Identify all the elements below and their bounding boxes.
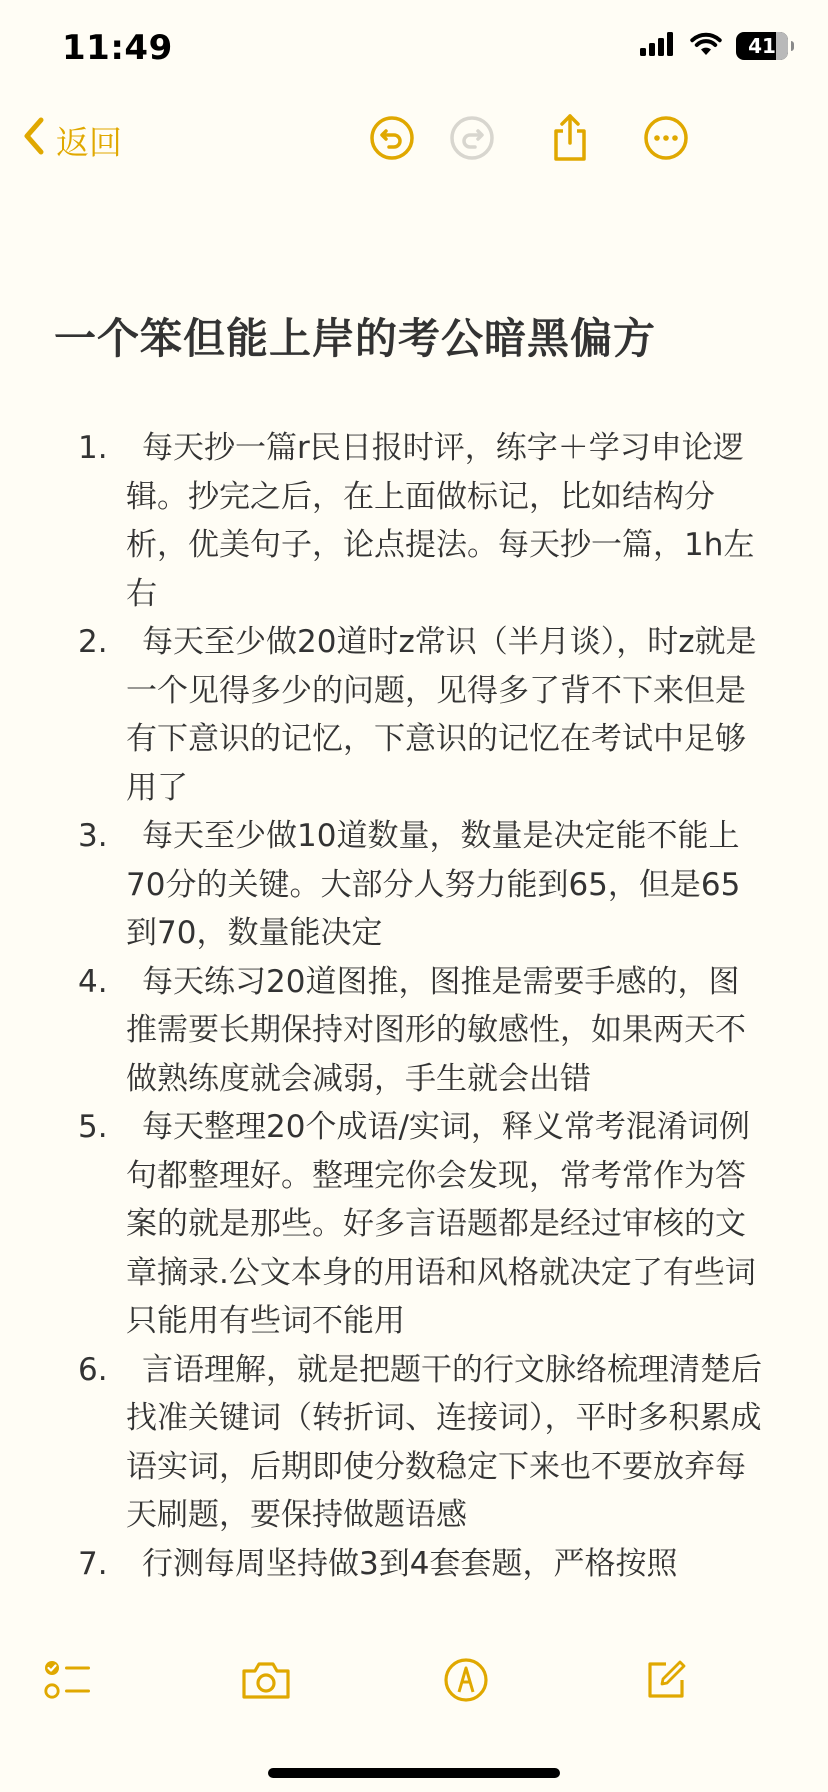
chevron-left-icon <box>22 116 46 164</box>
list-item <box>0 424 828 618</box>
bottom-toolbar <box>0 1640 828 1720</box>
compose-icon[interactable] <box>636 1650 696 1710</box>
signal-icon <box>640 32 676 60</box>
list-item-text: 言语理解，就是把题干的行文脉络梳理清楚后找准关键词（转折词、连接词），平时多积累成语实词，后期即使分数稳定下来也不要放弃每天刷题，要保持做题语感 <box>126 1351 762 1533</box>
markup-icon[interactable] <box>436 1650 496 1710</box>
home-indicator <box>268 1768 560 1778</box>
nav-bar <box>0 100 828 184</box>
list-item <box>0 1103 828 1346</box>
note-list <box>0 424 828 1588</box>
list-item <box>0 1540 828 1589</box>
more-icon[interactable] <box>640 112 692 164</box>
list-item <box>0 812 828 958</box>
list-item <box>0 618 828 812</box>
status-icons <box>640 32 788 60</box>
list-item-number: 5. <box>78 1109 108 1145</box>
list-item-number: 2. <box>78 624 108 660</box>
camera-icon[interactable] <box>236 1650 296 1710</box>
status-bar <box>0 0 828 100</box>
list-item-text: 行测每周坚持做3到4套套题，严格按照 <box>142 1545 678 1582</box>
list-item-text: 每天整理20个成语/实词，释义常考混淆词例句都整理好。整理完你会发现，常考常作为答案的就是那些。好多言语题都是经过审核的文章摘录.公文本身的用语和风格就决定了有些词只能用有些词不能用 <box>126 1109 756 1339</box>
list-item <box>0 958 828 1104</box>
note-title: 一个笨但能上岸的考公暗黑偏方 <box>54 314 657 363</box>
list-item-text: 每天抄一篇r民日报时评，练字＋学习申论逻辑。抄完之后，在上面做标记，比如结构分析，优美句子，论点提法。每天抄一篇，1h左右 <box>126 430 755 612</box>
battery-level: 41 <box>748 34 776 58</box>
list-item-number: 7. <box>78 1545 108 1582</box>
list-item-number: 6. <box>78 1351 108 1388</box>
list-item <box>0 1346 828 1540</box>
list-item-number: 1. <box>78 430 108 466</box>
checklist-icon[interactable] <box>38 1650 98 1710</box>
list-item-text: 每天练习20道图推，图推是需要手感的，图推需要长期保持对图形的敏感性，如果两天不做熟练度就会减弱，手生就会出错 <box>126 963 746 1097</box>
list-item-number: 3. <box>78 818 108 854</box>
back-button[interactable] <box>22 116 122 164</box>
list-item-text: 每天至少做20道时z常识（半月谈），时z就是一个见得多少的问题，见得多了背不下来但是有下意识的记忆，下意识的记忆在考试中足够用了 <box>126 624 757 806</box>
wifi-icon <box>690 32 722 60</box>
list-item-number: 4. <box>78 963 108 1000</box>
back-label: 返回 <box>56 122 122 162</box>
battery-icon <box>736 32 788 60</box>
status-time: 11:49 <box>62 28 173 68</box>
redo-icon[interactable] <box>446 112 498 164</box>
undo-icon[interactable] <box>366 112 418 164</box>
share-icon[interactable] <box>544 112 596 164</box>
list-item-text: 每天至少做10道数量，数量是决定能不能上70分的关键。大部分人努力能到65，但是65到70，数量能决定 <box>126 818 741 951</box>
